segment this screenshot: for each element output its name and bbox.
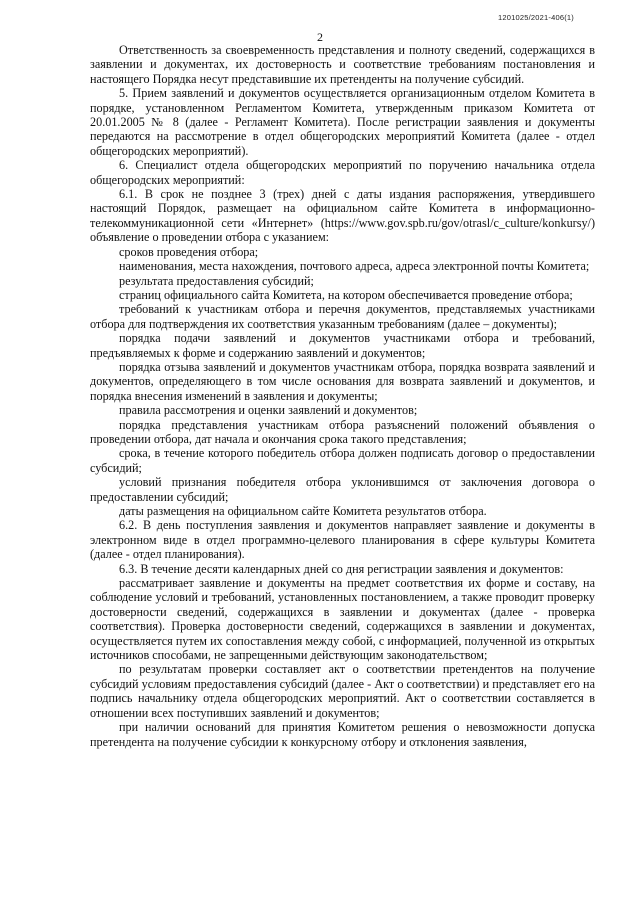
document-body [90,43,595,749]
list-item: порядка отзыва заявлений и документов участникам отбора, порядка возврата заявлений и документов, определяющего в том числе основания для возврата заявлений и документов, и порядка внесения изменений в заявления и документы; [90,359,595,403]
list-item: правила рассмотрения и оценки заявлений и документов; [119,403,418,418]
list-item: наименования, места нахождения, почтового адреса, адреса электронной почты Комитета; [119,259,590,274]
list-item: даты размещения на официальном сайте Комитета результатов отбора. [119,504,487,518]
document-number: 1201025/2021-406(1) [498,13,574,22]
list-item: срока, в течение которого победитель отбора должен подписать договор о предоставлении субсидий; [90,446,595,475]
list-item: по результатам проверки составляет акт о соответствии претендентов на получение субсидий условиям предоставления субсидий (далее - Акт о соответствии) и представляет его на подпись начальнику отдела общегородских мероприятий. Акт о соответствии составляется в отношении всех поступивших заявлений и документов; [90,662,595,720]
list-item: порядка подачи заявлений и документов участниками отбора и требований, предъявляемых к форме и содержанию заявлений и документов; [90,331,595,360]
list-item: при наличии оснований для принятия Комитетом решения о невозможности допуска претендента на получение субсидии к конкурсному отбору и отклонения заявления, [90,720,595,749]
list-item: требований к участникам отбора и перечня документов, представляемых участниками отбора для подтверждения их соответствия указанным требованиям (далее – документы); [90,302,595,331]
page-number: 2 [317,30,323,44]
paragraph-responsibility: Ответственность за своевременность представления и полноту сведений, содержащихся в заявлении и документах, их достоверность и соответствие требованиям постановления и настоящего Порядка несут представившие их претенденты на получение субсидий. [90,43,595,86]
list-item: порядка представления участникам отбора разъяснений положений объявления о проведении отбора, дат начала и окончания срока такого представления; [90,417,595,446]
paragraph-5: 5. Прием заявлений и документов осуществляется организационным отделом Комитета в порядке, установленном Регламентом Комитета, утвержденным приказом Комитета от 20.01.2005 № 8 (далее - Регламент Комитета). После регистрации заявления и документы передаются на рассмотрение в отдел общегородских мероприятий Комитета (далее - отдел общегородских мероприятий). [90,86,595,158]
list-item: сроков проведения отбора; [119,244,259,259]
paragraph-6-3: 6.3. В течение десяти календарных дней со дня регистрации заявления и документов: [119,561,564,576]
paragraph-6-1: 6.1. В срок не позднее 3 (трех) дней с даты издания распоряжения, утвердившего настоящий Порядок, размещает на официальном сайте Комитета в информационно-телекоммуникационной сети «Интернет» (https://www.gov.spb.ru/gov/otrasl/c_culture/konkursy/) объявление о проведении отбора с указанием: [90,187,595,245]
list-item: страниц официального сайта Комитета, на котором обеспечивается проведение отбора; [119,287,573,302]
paragraph-6: 6. Специалист отдела общегородских мероприятий по поручению начальника отдела общегородских мероприятий: [90,158,595,187]
list-item: рассматривает заявление и документы на предмет соответствия их форме и составу, на соблюдение условий и требований, установленных постановлением, а также проводит проверку достоверности сведений, содержащихся в заявлении и документах (далее - проверка соответствия). Проверка достоверности сведений, содержащихся в заявлении и документах, осуществляется путем их сопоставления между собой, с информацией, полученной из открытых источников способами, не запрещенными действующим законодательством; [90,576,595,663]
list-item: результата предоставления субсидий; [119,273,314,288]
list-item: условий признания победителя отбора уклонившимся от заключения договора о предоставлении субсидий; [90,475,595,504]
paragraph-6-2: 6.2. В день поступления заявления и документов направляет заявление и документы в электронном виде в отдел программно-целевого планирования в сфере культуры Комитета (далее - отдел планирования). [90,518,595,562]
